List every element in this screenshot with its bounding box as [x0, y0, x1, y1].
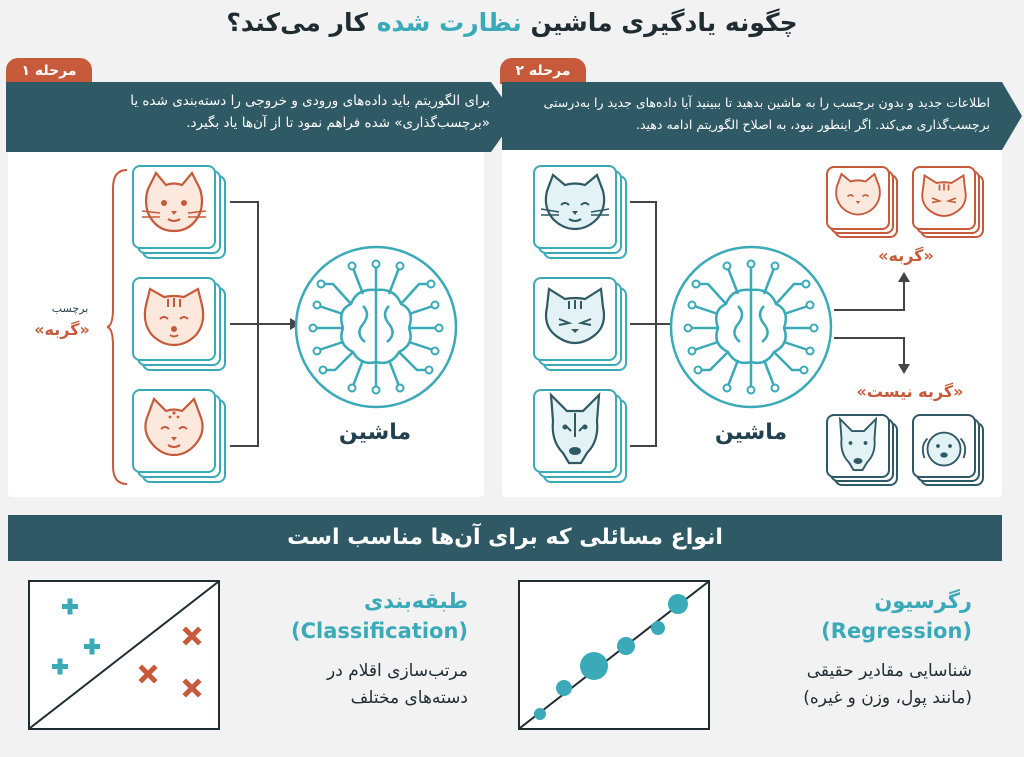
- output-label-not-cat: «گربه نیست»: [856, 382, 964, 401]
- regression-title-en: (Regression): [821, 619, 972, 643]
- brain-circuit-icon: [293, 244, 459, 410]
- cat-face-icon: [828, 168, 888, 228]
- machine-label-1: ماشین: [338, 420, 412, 445]
- plus-icon: [52, 599, 100, 675]
- title-highlight: نظارت شده: [376, 8, 522, 37]
- classification-plot: [28, 580, 220, 730]
- cat-face-icon: [535, 167, 615, 247]
- regression-title-fa: رگرسیون: [874, 589, 972, 613]
- label-small: برچسب: [51, 302, 89, 315]
- classification-title-fa: طبقه‌بندی: [363, 589, 468, 613]
- dog-face-icon: [828, 416, 888, 476]
- regression-text: [740, 586, 972, 712]
- step1-connectors: [230, 200, 300, 450]
- classification-title-en: (Classification): [291, 619, 468, 643]
- brain-circuit-icon: [668, 244, 834, 410]
- section-title: انواع مسائلی که برای آن‌ها مناسب است: [8, 515, 1002, 561]
- title-part2: کار می‌کند؟: [226, 8, 368, 37]
- classification-text: [240, 586, 468, 712]
- step1-text: برای الگوریتم باید داده‌های ورودی و خروجی را دسته‌بندی شده یا «برچسب‌گذاری» شده فراهم نمود تا از آن‌ها یاد بگیرد.: [40, 90, 490, 134]
- step2-text: اطلاعات جدید و بدون برچسب را به ماشین بدهید تا ببینید آیا داده‌های جدید را به‌درستی برچسب‌گذاری می‌کند. اگر اینطور نبود، به اصلاح الگوریتم ادامه دهید.: [512, 92, 990, 136]
- step1-tag: مرحله ۱: [6, 58, 92, 84]
- regression-desc-1: شناسایی مقادیر حقیقی: [806, 661, 972, 681]
- dog-face-icon: [914, 416, 974, 476]
- output-arrows: [834, 270, 924, 380]
- cross-icon: [142, 630, 198, 694]
- title-part1: چگونه یادگیری ماشین: [530, 8, 798, 37]
- label-brace: [105, 168, 130, 486]
- regression-desc-2: (مانند پول، وزن و غیره): [803, 688, 972, 708]
- cat-face-icon: [535, 279, 615, 359]
- classification-desc-1: مرتب‌سازی اقلام در: [327, 661, 468, 681]
- cat-face-icon: [914, 168, 974, 228]
- machine-label-2: ماشین: [714, 420, 788, 445]
- output-label-cat: «گربه»: [878, 246, 934, 265]
- dog-face-icon: [535, 391, 615, 471]
- step2-tag: مرحله ۲: [500, 58, 586, 84]
- page-title: [0, 8, 1024, 37]
- regression-plot: [518, 580, 710, 730]
- label-cat: «گربه»: [34, 320, 90, 339]
- cat-face-icon: [134, 167, 214, 247]
- cat-face-icon: [134, 391, 214, 471]
- classification-desc-2: دسته‌های مختلف: [350, 688, 468, 708]
- cat-face-icon: [134, 279, 214, 359]
